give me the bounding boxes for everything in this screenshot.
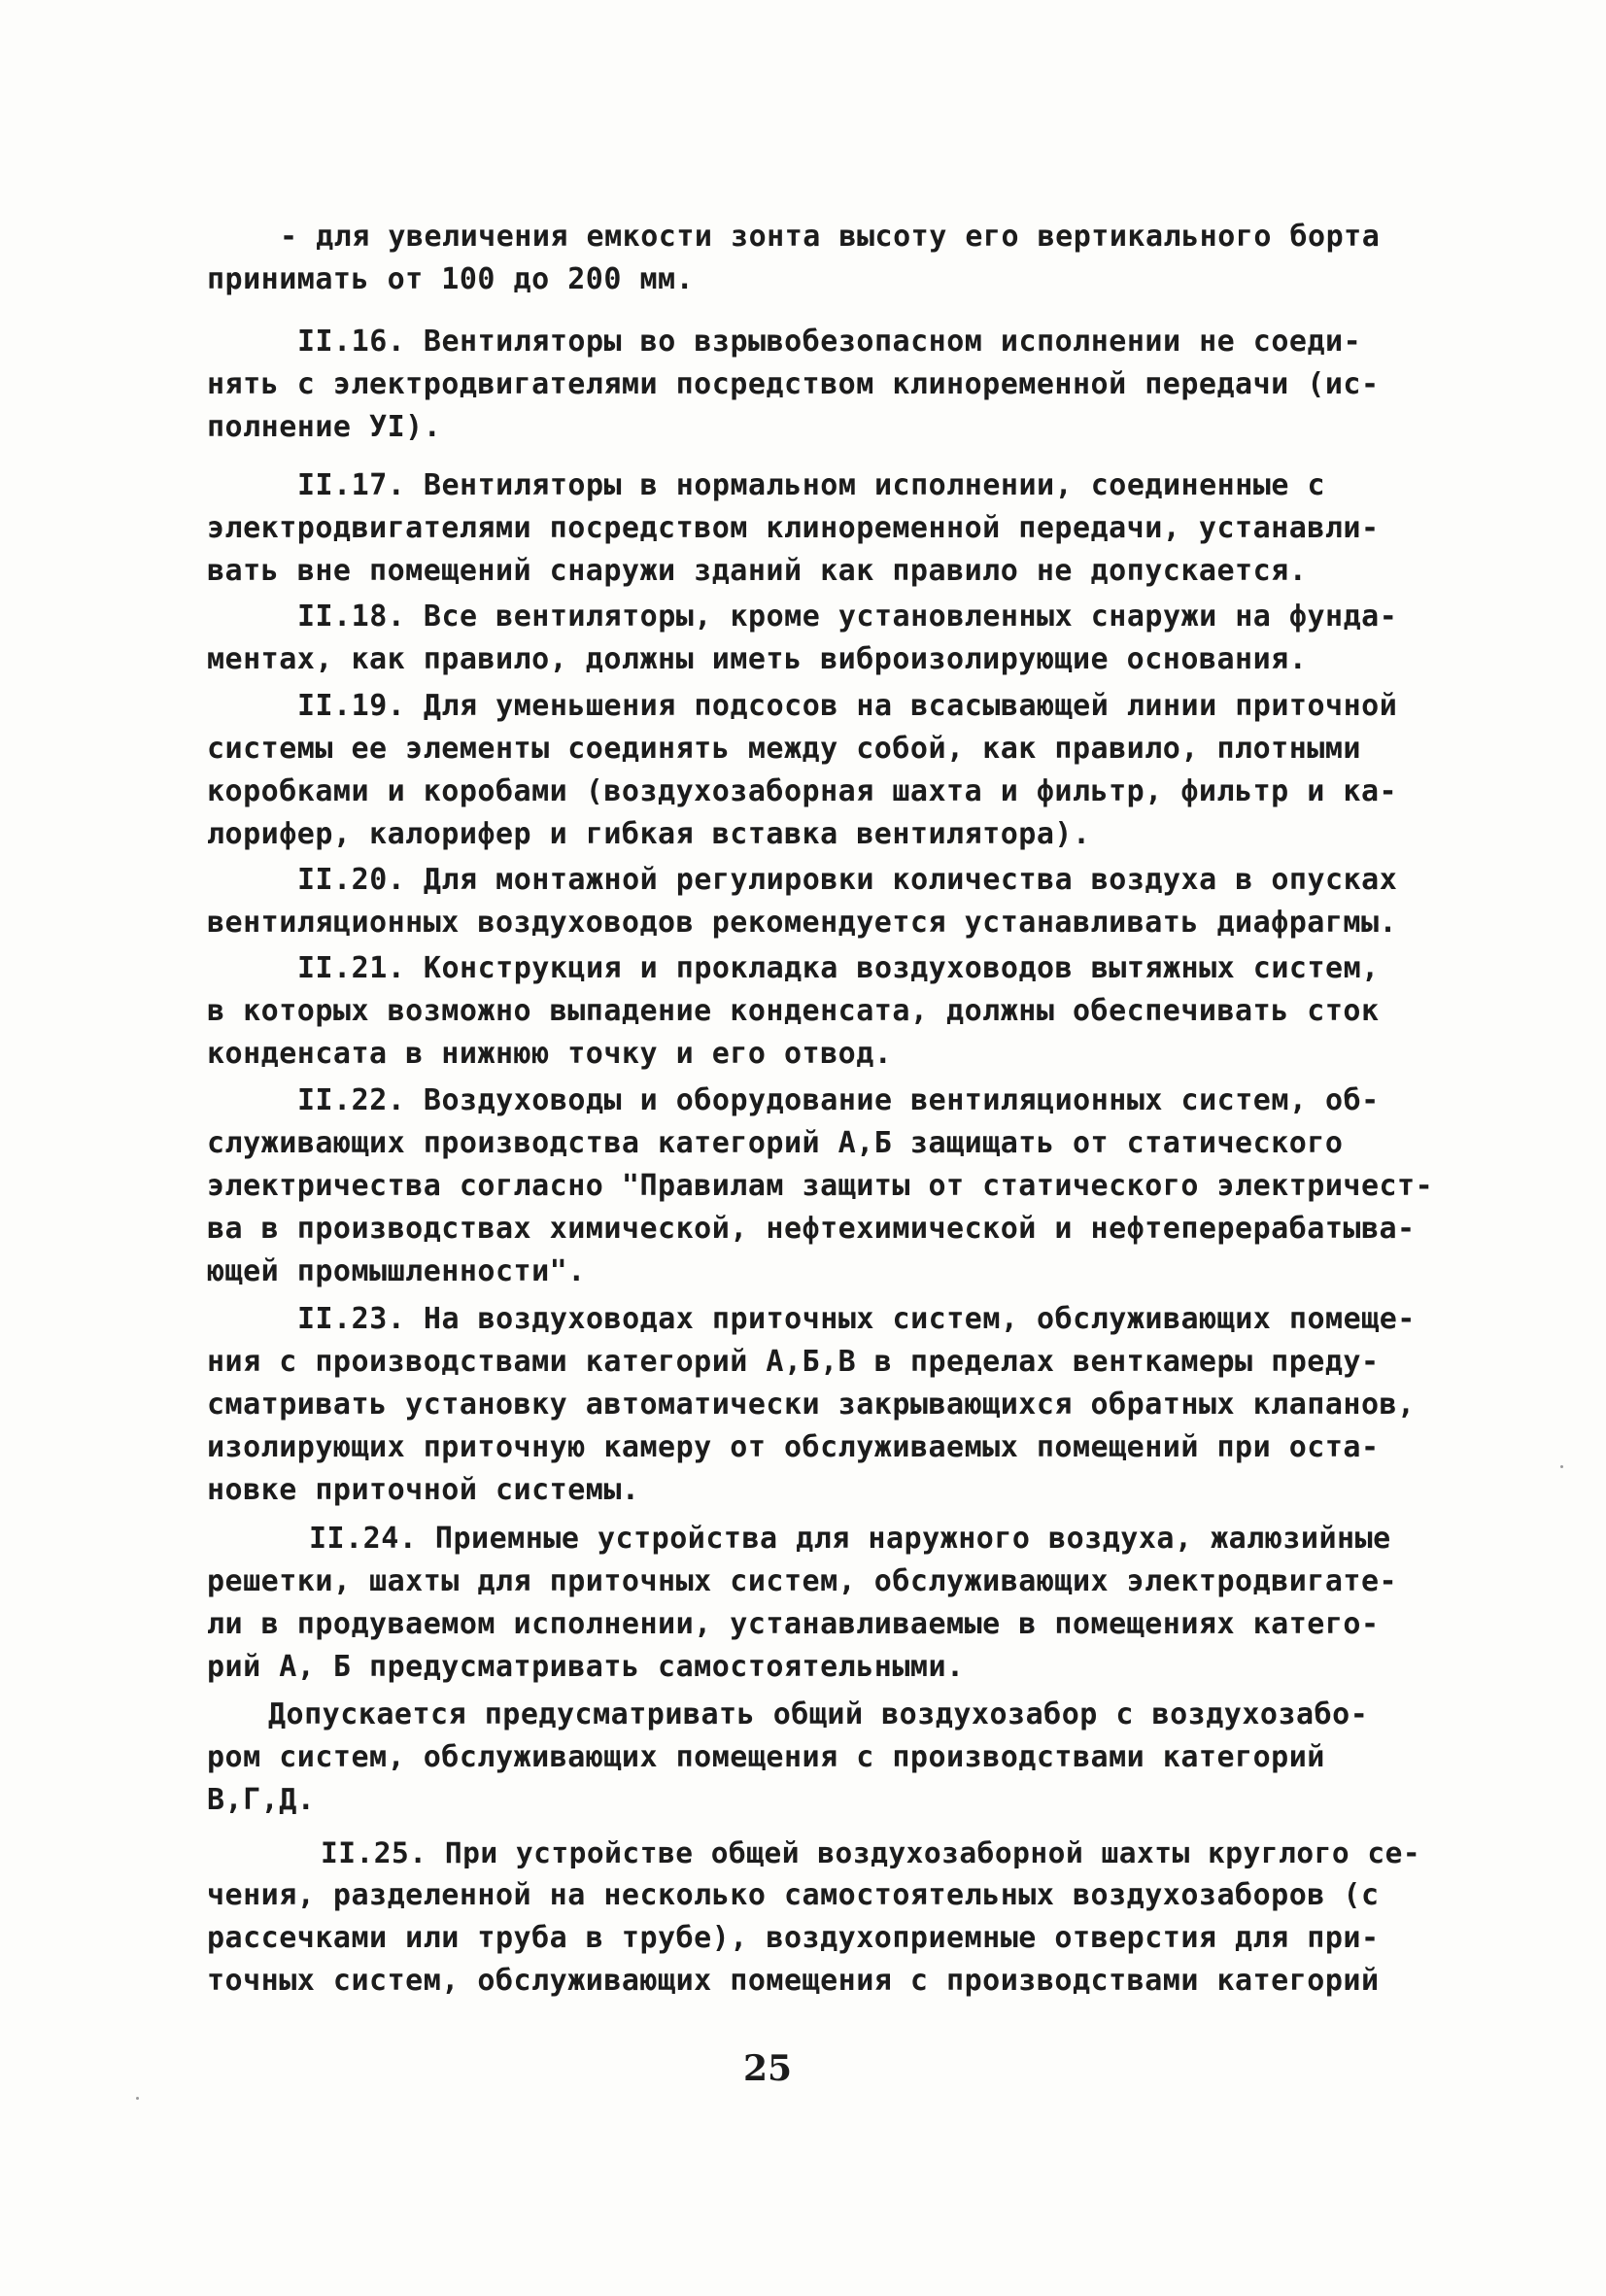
text-line: изолирующих приточную камеру от обслуживаемых помещений при оста- (207, 1430, 1380, 1464)
text-line: чения, разделенной на несколько самостоятельных воздухозаборов (с (207, 1878, 1380, 1912)
text-line: решетки, шахты для приточных систем, обслуживающих электродвигате- (207, 1564, 1398, 1598)
text-line: ли в продуваемом исполнении, устанавливаемые в помещениях катего- (207, 1607, 1380, 1641)
text-line: конденсата в нижнюю точку и его отвод. (207, 1037, 893, 1071)
clause-11-23: II.23. На воздуховодах приточных систем, обслуживающих помеще- (297, 1302, 1416, 1336)
text-line: новке приточной системы. (207, 1473, 640, 1507)
clause-11-18: II.18. Все вентиляторы, кроме установленных снаружи на фунда- (297, 600, 1398, 634)
text-line: ментах, как правило, должны иметь виброизолирующие основания. (207, 642, 1308, 676)
clause-11-17: II.17. Вентиляторы в нормальном исполнении, соединенные с (297, 468, 1326, 502)
scan-speck (1560, 1465, 1563, 1468)
text-line: служивающих производства категорий А,Б защищать от статического (207, 1126, 1344, 1160)
text-line: в которых возможно выпадение конденсата, должны обеспечивать сток (207, 994, 1380, 1028)
text-line: ром систем, обслуживающих помещения с производствами категорий (207, 1740, 1325, 1774)
text-line: рассечками или труба в трубе), воздухоприемные отверстия для при- (207, 1921, 1380, 1955)
text-line: В,Г,Д. (207, 1783, 316, 1817)
clause-11-22: II.22. Воздуховоды и оборудование вентиляционных систем, об- (297, 1083, 1380, 1117)
clause-11-24: II.24. Приемные устройства для наружного воздуха, жалюзийные (309, 1522, 1391, 1556)
page-number: 25 (743, 2048, 793, 2089)
clause-11-20: II.20. Для монтажной регулировки количества воздуха в опусках (297, 863, 1398, 897)
text-line: рий А, Б предусматривать самостоятельными. (207, 1650, 965, 1684)
text-line: вентиляционных воздуховодов рекомендуется устанавливать диафрагмы. (207, 906, 1398, 940)
text-line: вать вне помещений снаружи зданий как правило не допускается. (207, 554, 1308, 588)
text-line: системы ее элементы соединять между собой, как правило, плотными (207, 732, 1361, 766)
clause-11-21: II.21. Конструкция и прокладка воздуховодов вытяжных систем, (297, 951, 1380, 985)
text-line: сматривать установку автоматически закрывающихся обратных клапанов, (207, 1388, 1416, 1422)
text-line: ния с производствами категорий А,Б,В в пределах венткамеры преду- (207, 1345, 1380, 1379)
text-line: лорифер, калорифер и гибкая вставка вентилятора). (207, 817, 1091, 851)
text-line: Допускается предусматривать общий воздухозабор с воздухозабо- (268, 1697, 1369, 1731)
text-line: коробками и коробами (воздухозаборная шахта и фильтр, фильтр и ка- (207, 774, 1398, 808)
clause-11-19: II.19. Для уменьшения подсосов на всасывающей линии приточной (297, 689, 1398, 723)
text-line: полнение УI). (207, 410, 442, 444)
text-line: электричества согласно "Правилам защиты от статического электричест- (207, 1169, 1434, 1203)
text-line: электродвигателями посредством клиноременной передачи, устанавли- (207, 511, 1380, 545)
clause-11-25: II.25. При устройстве общей воздухозаборной шахты круглого се- (321, 1836, 1421, 1869)
text-line: ющей промышленности". (207, 1254, 586, 1288)
text-line: принимать от 100 до 200 мм. (207, 262, 695, 296)
clause-11-16: II.16. Вентиляторы во взрывобезопасном исполнении не соеди- (297, 325, 1362, 359)
text-line: ва в производствах химической, нефтехимической и нефтеперерабатыва- (207, 1212, 1416, 1246)
scan-speck (136, 2097, 139, 2100)
text-line: нять с электродвигателями посредством клиноременной передачи (ис- (207, 367, 1380, 401)
text-line: - для увеличения емкости зонта высоту его вертикального борта (280, 220, 1381, 254)
text-line: точных систем, обслуживающих помещения с производствами категорий (207, 1964, 1380, 1998)
